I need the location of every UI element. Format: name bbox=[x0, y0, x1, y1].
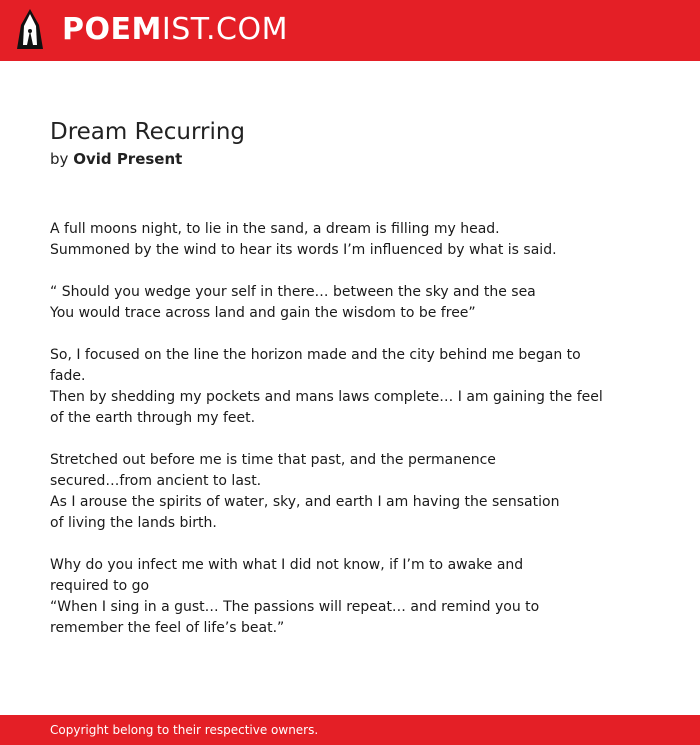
poem-line: of the earth through my feet. bbox=[50, 410, 256, 426]
poem-title: Dream Recurring bbox=[50, 119, 246, 145]
poem-line: Stretched out before me is time that past, and the permanence bbox=[50, 452, 496, 468]
stanza bbox=[50, 450, 610, 534]
poem-line: remember the feel of life’s beat.” bbox=[50, 620, 285, 636]
logo-brand-light: IST.COM bbox=[161, 12, 288, 47]
author-name[interactable]: Ovid Present bbox=[73, 150, 183, 168]
poem-line: Why do you infect me with what I did not know, if I’m to awake and bbox=[50, 557, 524, 573]
stanza bbox=[50, 555, 610, 639]
stanza bbox=[50, 219, 610, 261]
poem-line: A full moons night, to lie in the sand, a dream is filling my head. bbox=[50, 221, 500, 237]
copyright-notice: Copyright belong to their respective owners. bbox=[50, 723, 319, 737]
poem-line: fade. bbox=[50, 368, 86, 384]
pen-nib-icon[interactable] bbox=[17, 9, 43, 51]
site-logo[interactable] bbox=[62, 10, 288, 50]
stanza bbox=[50, 282, 610, 324]
poem-body bbox=[50, 219, 610, 660]
poem-line: secured…from ancient to last. bbox=[50, 473, 262, 489]
site-footer bbox=[0, 715, 700, 745]
stanza bbox=[50, 345, 610, 429]
byline bbox=[50, 149, 182, 169]
poem-line: Summoned by the wind to hear its words I’m influenced by what is said. bbox=[50, 242, 557, 258]
poem-line: of living the lands birth. bbox=[50, 515, 217, 531]
by-label: by bbox=[50, 150, 69, 168]
poem-line: “ Should you wedge your self in there… between the sky and the sea bbox=[50, 284, 536, 300]
poem-line: So, I focused on the line the horizon made and the city behind me began to bbox=[50, 347, 581, 363]
poem-line: “When I sing in a gust… The passions will repeat… and remind you to bbox=[50, 599, 540, 615]
poem-line: required to go bbox=[50, 578, 150, 594]
poem-line: As I arouse the spirits of water, sky, and earth I am having the sensation bbox=[50, 494, 560, 510]
poem-line: Then by shedding my pockets and mans laws complete… I am gaining the feel bbox=[50, 389, 603, 405]
site-header bbox=[0, 0, 700, 61]
logo-brand-strong: POEM bbox=[62, 12, 162, 47]
poem-line: You would trace across land and gain the wisdom to be free” bbox=[50, 305, 476, 321]
